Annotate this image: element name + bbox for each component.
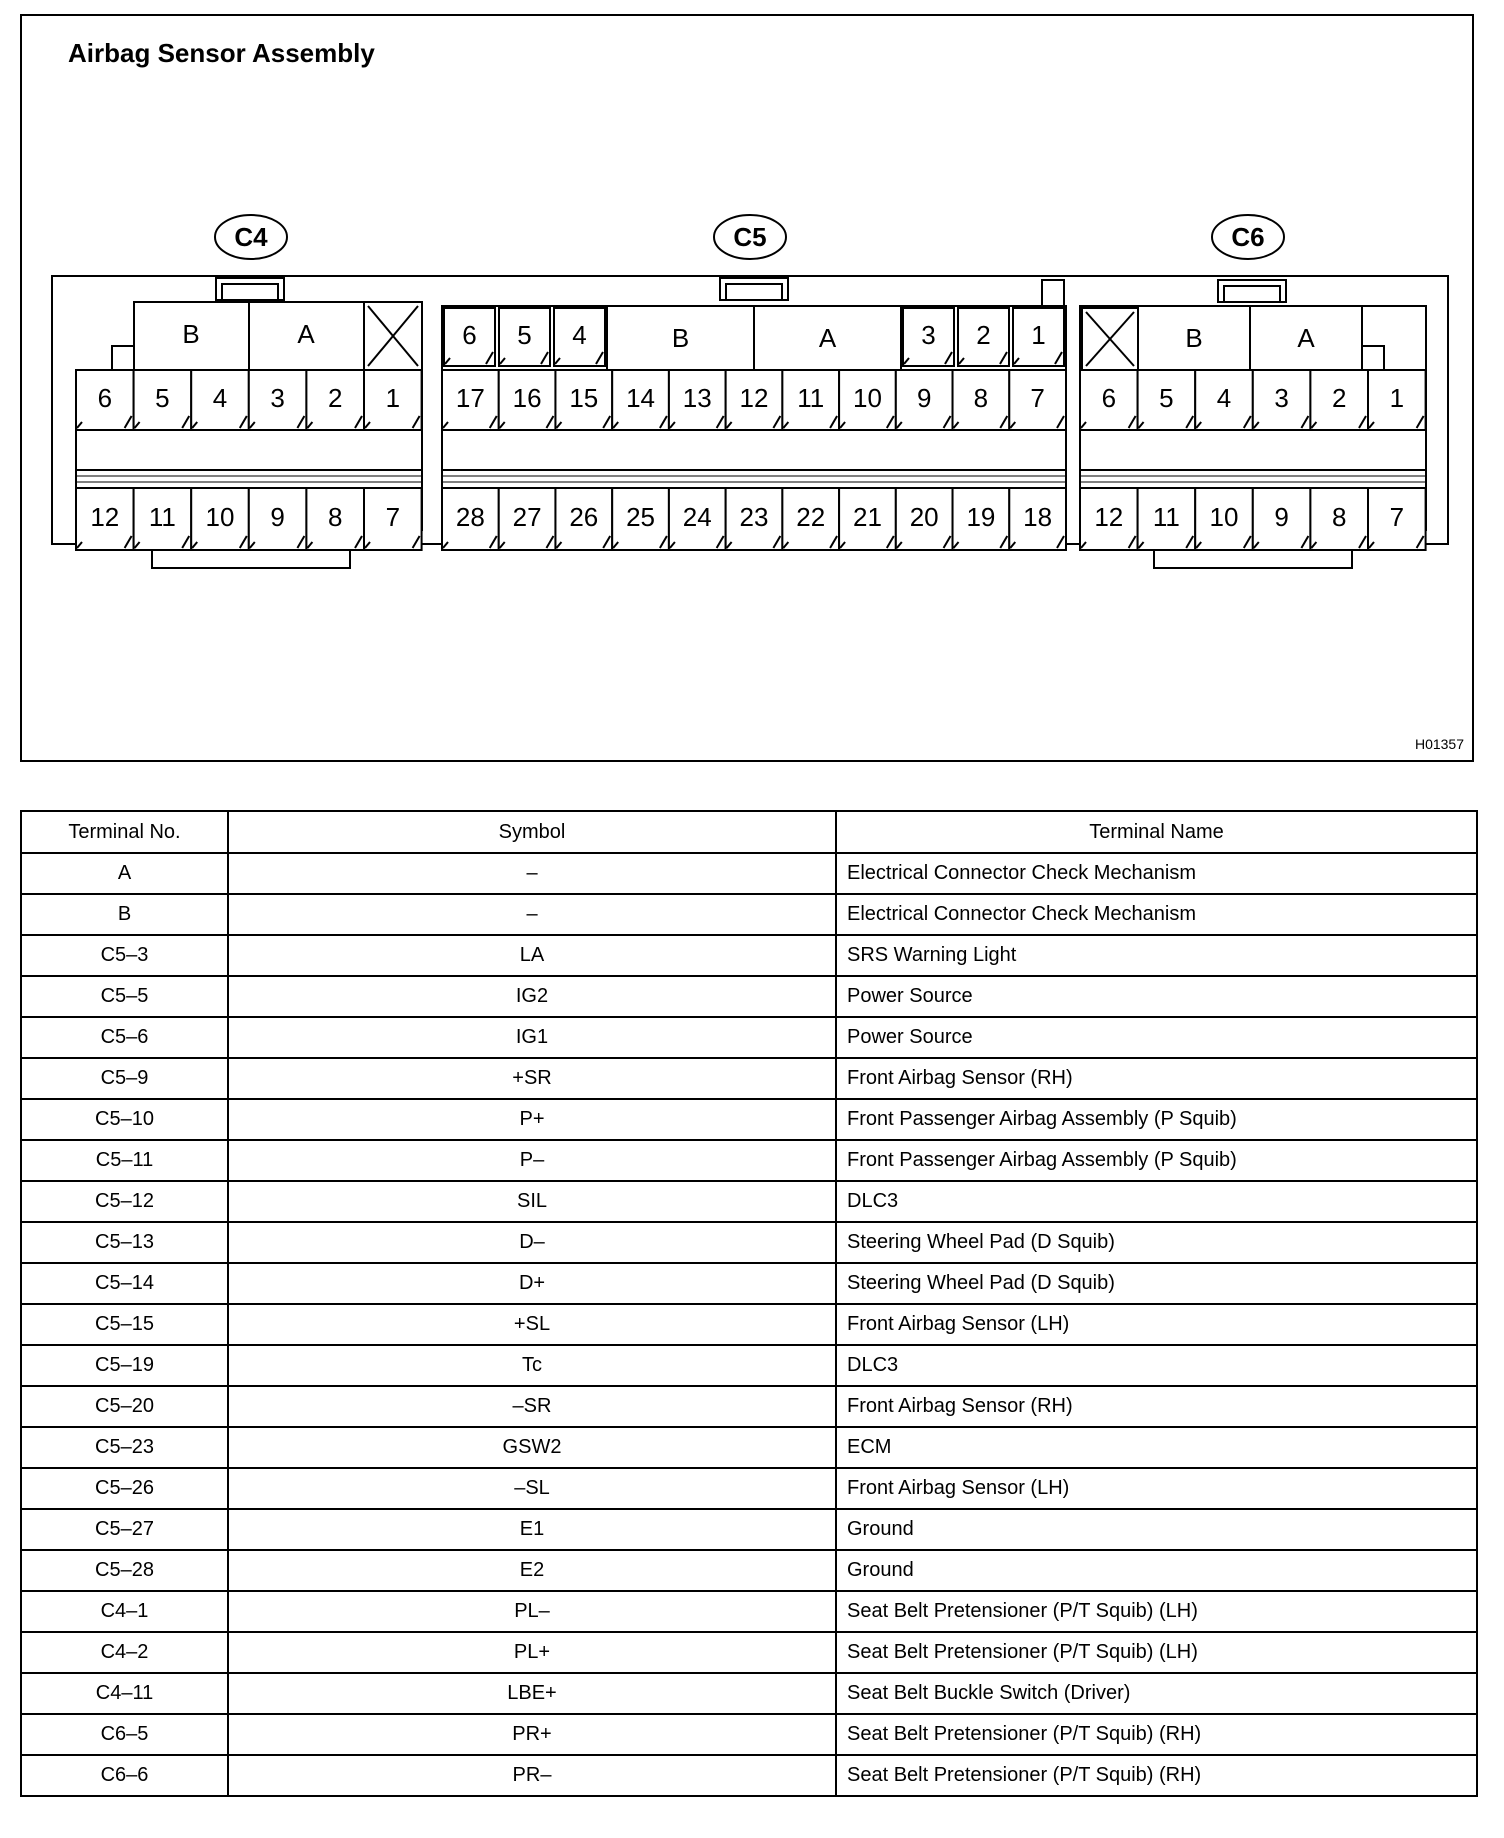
table-header-row — [21, 811, 1477, 853]
blocked-cavity — [364, 302, 422, 370]
terminal-no-cell: C5–6 — [21, 1017, 228, 1058]
svg-text:24: 24 — [682, 502, 712, 532]
terminal-pin — [555, 370, 612, 430]
svg-text:4: 4 — [1216, 383, 1232, 413]
terminal-no-cell: C5–23 — [21, 1427, 228, 1468]
terminal-no-cell: C4–2 — [21, 1632, 228, 1673]
symbol-cell: –SR — [228, 1386, 836, 1427]
terminal-pin — [726, 370, 783, 430]
table-row — [21, 1714, 1477, 1755]
svg-text:23: 23 — [739, 502, 769, 532]
symbol-cell: +SL — [228, 1304, 836, 1345]
connector-c5 — [442, 278, 1066, 550]
svg-text:A: A — [297, 319, 315, 349]
terminal-pin — [612, 488, 669, 550]
svg-text:11: 11 — [148, 502, 176, 532]
header-terminal-no: Terminal No. — [21, 811, 228, 853]
terminal-pin — [249, 488, 307, 550]
svg-text:20: 20 — [909, 502, 939, 532]
terminal-pin — [1368, 370, 1426, 430]
svg-text:3: 3 — [1274, 383, 1289, 413]
terminal-pin — [134, 370, 192, 430]
svg-text:3: 3 — [921, 320, 936, 350]
terminal-table — [20, 810, 1478, 1797]
terminal-name-cell: Power Source — [836, 976, 1477, 1017]
terminal-pin — [958, 308, 1009, 366]
terminal-no-cell: C5–10 — [21, 1099, 228, 1140]
svg-text:6: 6 — [462, 320, 477, 350]
svg-text:C6: C6 — [1231, 222, 1265, 252]
terminal-pin — [306, 370, 364, 430]
terminal-pin — [669, 488, 726, 550]
terminal-name-cell: SRS Warning Light — [836, 935, 1477, 976]
terminal-no-cell: C5–3 — [21, 935, 228, 976]
table-row — [21, 1345, 1477, 1386]
svg-text:17: 17 — [455, 383, 485, 413]
table-row — [21, 976, 1477, 1017]
svg-text:13: 13 — [682, 383, 712, 413]
svg-text:18: 18 — [1023, 502, 1053, 532]
terminal-pin — [1195, 370, 1253, 430]
terminal-pin — [1013, 308, 1064, 366]
svg-text:C5: C5 — [733, 222, 767, 252]
symbol-cell: PR+ — [228, 1714, 836, 1755]
svg-text:6: 6 — [97, 383, 113, 413]
svg-text:9: 9 — [270, 502, 285, 532]
terminal-pin — [364, 488, 422, 550]
terminal-pin — [306, 488, 364, 550]
svg-text:12: 12 — [739, 383, 769, 413]
table-row — [21, 1673, 1477, 1714]
symbol-cell: PL+ — [228, 1632, 836, 1673]
terminal-no-cell: B — [21, 894, 228, 935]
table-row — [21, 1058, 1477, 1099]
svg-text:A: A — [1297, 323, 1315, 353]
symbol-cell: +SR — [228, 1058, 836, 1099]
terminal-pin — [499, 488, 556, 550]
svg-text:8: 8 — [973, 383, 989, 413]
terminal-pin — [444, 308, 495, 366]
svg-text:10: 10 — [852, 383, 882, 413]
svg-text:3: 3 — [270, 383, 285, 413]
table-row — [21, 1550, 1477, 1591]
terminal-pin — [896, 488, 953, 550]
terminal-name-cell: Front Airbag Sensor (RH) — [836, 1386, 1477, 1427]
svg-text:7: 7 — [1030, 383, 1045, 413]
terminal-name-cell: Seat Belt Pretensioner (P/T Squib) (LH) — [836, 1632, 1477, 1673]
connector-c4 — [76, 278, 422, 568]
terminal-no-cell: C5–14 — [21, 1263, 228, 1304]
svg-text:26: 26 — [569, 502, 599, 532]
terminal-pin — [1253, 370, 1311, 430]
symbol-cell: – — [228, 853, 836, 894]
terminal-name-cell: Front Airbag Sensor (LH) — [836, 1304, 1477, 1345]
terminal-pin — [76, 370, 134, 430]
svg-text:27: 27 — [512, 502, 542, 532]
svg-text:11: 11 — [797, 383, 825, 413]
terminal-name-cell: Seat Belt Pretensioner (P/T Squib) (RH) — [836, 1755, 1477, 1796]
terminal-name-cell: Front Airbag Sensor (LH) — [836, 1468, 1477, 1509]
svg-text:22: 22 — [796, 502, 826, 532]
terminal-pin — [442, 370, 499, 430]
symbol-cell: Tc — [228, 1345, 836, 1386]
symbol-cell: – — [228, 894, 836, 935]
terminal-pin — [1195, 488, 1253, 550]
svg-text:10: 10 — [1209, 502, 1239, 532]
terminal-pin — [839, 488, 896, 550]
svg-text:B: B — [1185, 323, 1203, 353]
svg-text:10: 10 — [205, 502, 235, 532]
symbol-cell: IG2 — [228, 976, 836, 1017]
symbol-cell: E2 — [228, 1550, 836, 1591]
terminal-pin — [839, 370, 896, 430]
terminal-pin — [364, 370, 422, 430]
blocked-cavity — [1082, 308, 1138, 370]
svg-text:A: A — [818, 323, 837, 353]
terminal-pin — [782, 370, 839, 430]
terminal-no-cell: C5–28 — [21, 1550, 228, 1591]
terminal-pin — [191, 370, 249, 430]
symbol-cell: P– — [228, 1140, 836, 1181]
terminal-no-cell: C5–19 — [21, 1345, 228, 1386]
terminal-pin — [1310, 488, 1368, 550]
terminal-name-cell: DLC3 — [836, 1345, 1477, 1386]
svg-text:12: 12 — [1094, 502, 1124, 532]
svg-text:2: 2 — [976, 320, 991, 350]
svg-text:B: B — [182, 319, 200, 349]
svg-text:4: 4 — [212, 383, 228, 413]
symbol-cell: SIL — [228, 1181, 836, 1222]
terminal-pin — [953, 488, 1010, 550]
svg-text:B: B — [671, 323, 690, 353]
svg-text:2: 2 — [1331, 383, 1347, 413]
svg-text:9: 9 — [916, 383, 932, 413]
terminal-name-cell: Steering Wheel Pad (D Squib) — [836, 1222, 1477, 1263]
terminal-pin — [612, 370, 669, 430]
terminal-pin — [442, 488, 499, 550]
terminal-pin — [554, 308, 605, 366]
svg-text:C4: C4 — [234, 222, 268, 252]
diagram-title: Airbag Sensor Assembly — [68, 38, 375, 68]
svg-text:1: 1 — [1031, 320, 1046, 350]
terminal-no-cell: C6–6 — [21, 1755, 228, 1796]
terminal-pin — [1138, 370, 1196, 430]
table-row — [21, 1222, 1477, 1263]
terminal-pin — [76, 488, 134, 550]
symbol-cell: LA — [228, 935, 836, 976]
terminal-pin — [782, 488, 839, 550]
connector-latch — [216, 278, 284, 300]
table-row — [21, 1181, 1477, 1222]
symbol-cell: P+ — [228, 1099, 836, 1140]
svg-text:6: 6 — [1101, 383, 1117, 413]
terminal-no-cell: C5–27 — [21, 1509, 228, 1550]
terminal-pin — [1080, 370, 1138, 430]
svg-text:8: 8 — [1331, 502, 1347, 532]
connector-drawing — [22, 16, 1472, 760]
terminal-no-cell: A — [21, 853, 228, 894]
terminal-pin — [134, 488, 192, 550]
table-row — [21, 894, 1477, 935]
svg-text:5: 5 — [1159, 383, 1174, 413]
terminal-pin — [1310, 370, 1368, 430]
table-row — [21, 1099, 1477, 1140]
terminal-name-cell: DLC3 — [836, 1181, 1477, 1222]
terminal-no-cell: C5–15 — [21, 1304, 228, 1345]
terminal-name-cell: Electrical Connector Check Mechanism — [836, 894, 1477, 935]
terminal-pin — [896, 370, 953, 430]
terminal-no-cell: C5–11 — [21, 1140, 228, 1181]
terminal-no-cell: C5–12 — [21, 1181, 228, 1222]
svg-text:28: 28 — [455, 502, 485, 532]
svg-text:9: 9 — [1274, 502, 1289, 532]
terminal-no-cell: C4–1 — [21, 1591, 228, 1632]
terminal-pin — [726, 488, 783, 550]
table-row — [21, 1591, 1477, 1632]
table-row — [21, 1140, 1477, 1181]
symbol-cell: E1 — [228, 1509, 836, 1550]
svg-text:12: 12 — [90, 502, 120, 532]
table-row — [21, 853, 1477, 894]
terminal-name-cell: Ground — [836, 1509, 1477, 1550]
terminal-pin — [499, 370, 556, 430]
terminal-pin — [1138, 488, 1196, 550]
connector-label-c4 — [215, 215, 287, 259]
svg-text:14: 14 — [626, 383, 656, 413]
terminal-no-cell: C6–5 — [21, 1714, 228, 1755]
symbol-cell: PR– — [228, 1755, 836, 1796]
terminal-no-cell: C5–26 — [21, 1468, 228, 1509]
table-row — [21, 1755, 1477, 1796]
terminal-pin — [1080, 488, 1138, 550]
terminal-name-cell: Steering Wheel Pad (D Squib) — [836, 1263, 1477, 1304]
terminal-no-cell: C4–11 — [21, 1673, 228, 1714]
terminal-pin — [1368, 488, 1426, 550]
terminal-pin — [1253, 488, 1311, 550]
terminal-name-cell: Seat Belt Buckle Switch (Driver) — [836, 1673, 1477, 1714]
terminal-pin — [1009, 370, 1066, 430]
terminal-no-cell: C5–5 — [21, 976, 228, 1017]
symbol-cell: D– — [228, 1222, 836, 1263]
svg-text:21: 21 — [852, 502, 882, 532]
svg-text:2: 2 — [327, 383, 343, 413]
connector-latch — [720, 278, 788, 300]
terminal-pin — [499, 308, 550, 366]
symbol-cell: GSW2 — [228, 1427, 836, 1468]
connector-label-c5 — [714, 215, 786, 259]
terminal-no-cell: C5–20 — [21, 1386, 228, 1427]
table-row — [21, 935, 1477, 976]
table-row — [21, 1017, 1477, 1058]
terminal-name-cell: ECM — [836, 1427, 1477, 1468]
terminal-pin — [1009, 488, 1066, 550]
symbol-cell: D+ — [228, 1263, 836, 1304]
svg-text:5: 5 — [517, 320, 532, 350]
terminal-name-cell: Power Source — [836, 1017, 1477, 1058]
table-row — [21, 1632, 1477, 1673]
table-row — [21, 1427, 1477, 1468]
svg-text:25: 25 — [626, 502, 656, 532]
connector-latch — [1218, 280, 1286, 302]
connector-label-c6 — [1212, 215, 1284, 259]
table-row — [21, 1468, 1477, 1509]
symbol-cell: PL– — [228, 1591, 836, 1632]
terminal-name-cell: Seat Belt Pretensioner (P/T Squib) (LH) — [836, 1591, 1477, 1632]
symbol-cell: LBE+ — [228, 1673, 836, 1714]
svg-text:5: 5 — [155, 383, 170, 413]
terminal-name-cell: Seat Belt Pretensioner (P/T Squib) (RH) — [836, 1714, 1477, 1755]
terminal-pin — [555, 488, 612, 550]
terminal-name-cell: Ground — [836, 1550, 1477, 1591]
terminal-name-cell: Front Airbag Sensor (RH) — [836, 1058, 1477, 1099]
svg-text:7: 7 — [385, 502, 401, 532]
terminal-no-cell: C5–9 — [21, 1058, 228, 1099]
header-terminal-name: Terminal Name — [836, 811, 1477, 853]
terminal-name-cell: Electrical Connector Check Mechanism — [836, 853, 1477, 894]
symbol-cell: IG1 — [228, 1017, 836, 1058]
svg-text:8: 8 — [327, 502, 343, 532]
table-row — [21, 1263, 1477, 1304]
svg-text:4: 4 — [572, 320, 587, 350]
connector-diagram — [20, 14, 1474, 762]
table-row — [21, 1386, 1477, 1427]
connector-c6 — [1080, 280, 1426, 568]
svg-text:1: 1 — [1389, 383, 1405, 413]
terminal-pin — [953, 370, 1010, 430]
svg-text:15: 15 — [569, 383, 599, 413]
terminal-name-cell: Front Passenger Airbag Assembly (P Squib) — [836, 1099, 1477, 1140]
svg-text:16: 16 — [512, 383, 542, 413]
svg-text:1: 1 — [385, 383, 401, 413]
table-row — [21, 1509, 1477, 1550]
terminal-name-cell: Front Passenger Airbag Assembly (P Squib) — [836, 1140, 1477, 1181]
terminal-no-cell: C5–13 — [21, 1222, 228, 1263]
terminal-pin — [903, 308, 954, 366]
terminal-pin — [191, 488, 249, 550]
header-symbol: Symbol — [228, 811, 836, 853]
svg-text:7: 7 — [1389, 502, 1405, 532]
symbol-cell: –SL — [228, 1468, 836, 1509]
terminal-pin — [669, 370, 726, 430]
svg-text:11: 11 — [1152, 502, 1180, 532]
table-row — [21, 1304, 1477, 1345]
figure-code: H01357 — [1414, 736, 1464, 752]
svg-text:19: 19 — [966, 502, 996, 532]
terminal-pin — [249, 370, 307, 430]
